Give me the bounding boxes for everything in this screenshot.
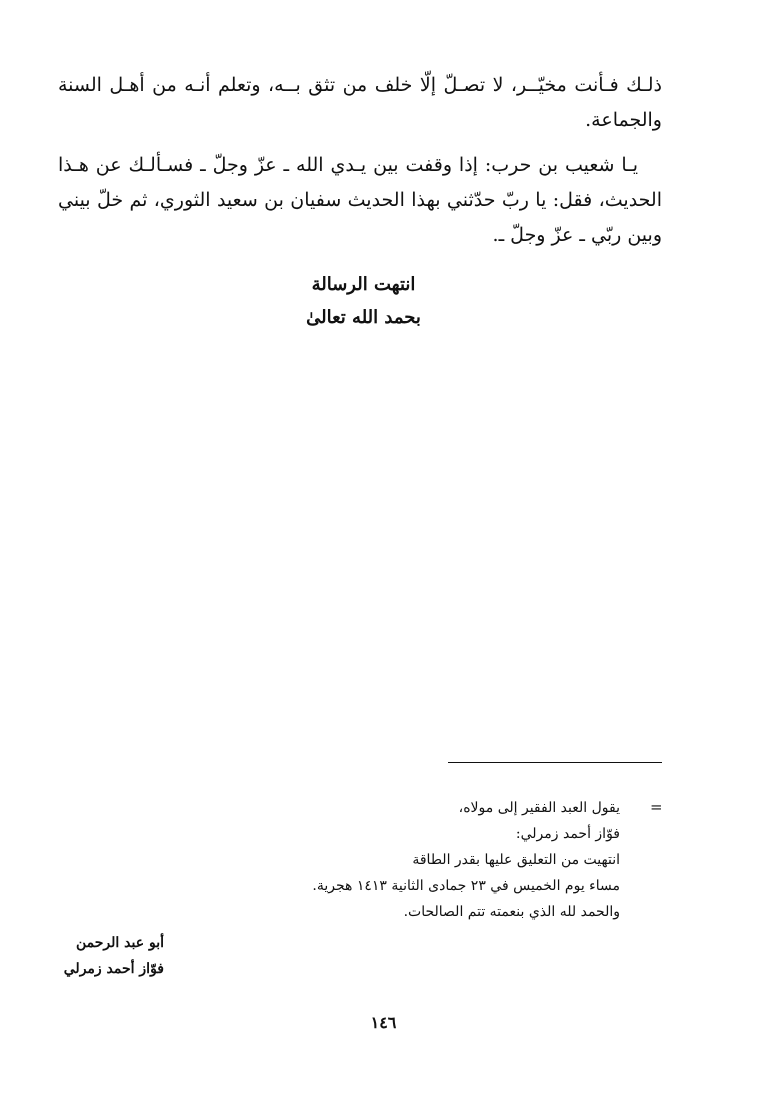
main-paragraph-1: ذلـك فـأنت مخيّــر، لا تصـلّ إلّا خلف من تثق بــه، وتعلم أنـه من أهـل السنة والجماعة. bbox=[58, 74, 662, 131]
footnote-divider bbox=[448, 762, 662, 763]
page-number: ١٤٦ bbox=[370, 1013, 397, 1032]
signature-line-2: فوّاز أحمد زمرلي bbox=[63, 961, 164, 977]
footnote-continuation-marker: = bbox=[650, 798, 663, 816]
footnote-line: انتهيت من التعليق عليها بقدر الطاقة bbox=[412, 852, 620, 868]
footnote-line: والحمد لله الذي بنعمته تتم الصالحات. bbox=[403, 904, 620, 920]
closing-statement bbox=[0, 268, 767, 334]
footnote-block bbox=[250, 795, 620, 925]
main-paragraph-2: يـا شعيب بن حرب: إذا وقفت بين يـدي الله ـ عزّ وجلّ ـ فسـألـك عن هـذا الحديث، فقل: يا ربّ حدّثني بهذا الحديث سفيان بن سعيد الثوري، ثم خلّ بيني وبين ربّي ـ عزّ وجلّ ـ. bbox=[58, 154, 662, 246]
closing-line-1: انتهت الرسالة bbox=[311, 274, 416, 295]
closing-line-2: بحمد الله تعالىٰ bbox=[306, 307, 421, 328]
author-signature bbox=[40, 930, 164, 982]
main-text-block bbox=[58, 68, 662, 253]
footnote-line: يقول العبد الفقير إلى مولاه، bbox=[458, 800, 620, 816]
footnote-line: مساء يوم الخميس في ٢٣ جمادى الثانية ١٤١٣ هجرية. bbox=[312, 878, 620, 894]
signature-line-1: أبو عبد الرحمن bbox=[76, 935, 164, 951]
footnote-line: فوّاز أحمد زمرلي: bbox=[515, 826, 620, 842]
